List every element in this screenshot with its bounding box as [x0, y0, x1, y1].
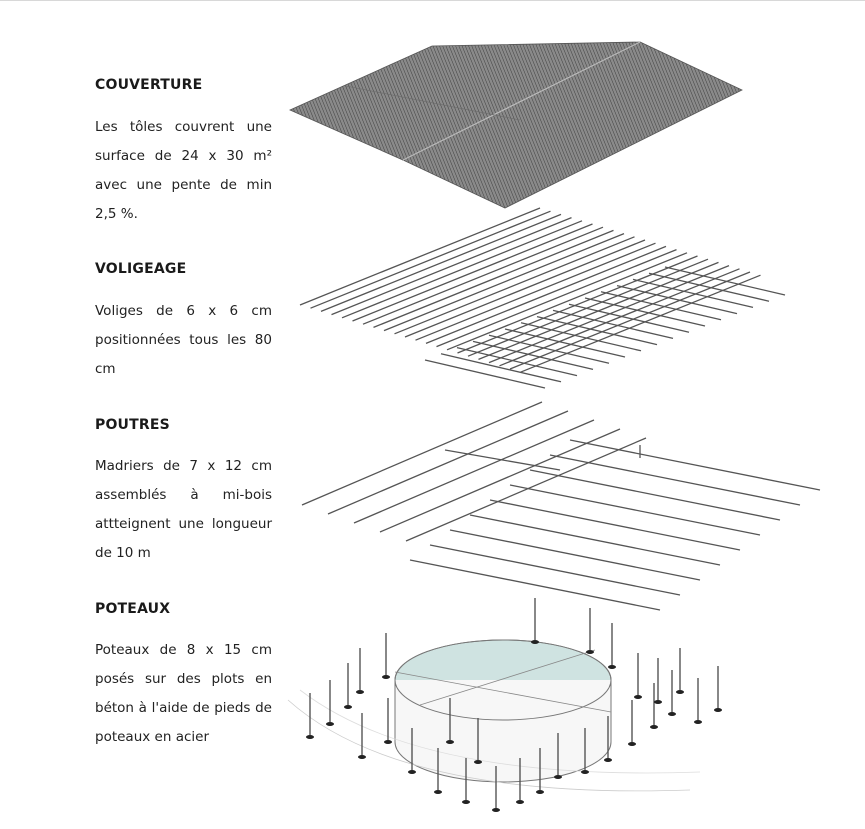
beam: [550, 455, 800, 505]
batten: [500, 269, 740, 366]
post-footing: [516, 800, 524, 804]
batten: [437, 250, 677, 347]
posts-base-icon: [288, 598, 722, 812]
section-title-couverture: COUVERTURE: [95, 77, 203, 93]
beam: [570, 440, 820, 490]
beam: [530, 470, 780, 520]
post-footing: [581, 770, 589, 774]
post-footing: [554, 775, 562, 779]
batten: [311, 211, 551, 308]
batten: [300, 208, 540, 305]
post-footing: [326, 722, 334, 726]
beam: [510, 485, 760, 535]
batten: [374, 230, 614, 327]
post-footing: [628, 742, 636, 746]
post-footing: [604, 758, 612, 762]
batten: [342, 221, 582, 318]
post-footing: [668, 712, 676, 716]
post-footing: [356, 690, 364, 694]
post-footing: [676, 690, 684, 694]
batten: [447, 253, 687, 350]
batten: [395, 237, 635, 334]
beam: [430, 545, 680, 595]
beam: [490, 500, 740, 550]
post-footing: [462, 800, 470, 804]
beam: [470, 515, 720, 565]
batten: [353, 224, 593, 321]
battens-icon: [300, 208, 785, 388]
section-text-voligeage: Voliges de 6 x 6 cm positionnées tous les 80 cm: [95, 303, 272, 377]
batten: [321, 214, 561, 311]
post-footing: [344, 705, 352, 709]
post-footing: [650, 725, 658, 729]
batten: [384, 234, 624, 331]
post-footing: [382, 675, 390, 679]
section-title-poteaux: POTEAUX: [95, 601, 171, 617]
beam: [328, 411, 568, 514]
post-footing: [608, 665, 616, 669]
batten: [458, 256, 698, 353]
post-footing: [536, 790, 544, 794]
section-text-couverture: Les tôles couvrent une surface de 24 x 30 m² avec une pente de min 2,5 %.: [95, 119, 272, 222]
batten: [510, 272, 750, 369]
post-footing: [358, 755, 366, 759]
post-footing: [384, 740, 392, 744]
post-footing: [492, 808, 500, 812]
post-footing: [474, 760, 482, 764]
post-footing: [408, 770, 416, 774]
post-footing: [586, 650, 594, 654]
beam: [450, 530, 700, 580]
post-footing: [434, 790, 442, 794]
section-text-poutres: Madriers de 7 x 12 cm assemblés à mi-bois attteignent une longueur de 10 m: [95, 458, 272, 561]
post-footing: [446, 740, 454, 744]
section-title-voligeage: VOLIGEAGE: [95, 261, 187, 277]
section-title-poutres: POUTRES: [95, 417, 170, 433]
batten: [405, 240, 645, 337]
post-footing: [306, 735, 314, 739]
roof-sheets-icon: [290, 42, 742, 208]
post-footing: [714, 708, 722, 712]
beam: [354, 420, 594, 523]
section-text-poteaux: Poteaux de 8 x 15 cm posés sur des plots en béton à l'aide de pieds de poteaux en acier: [95, 642, 272, 745]
batten: [521, 275, 761, 372]
post-footing: [531, 640, 539, 644]
beam: [445, 450, 560, 470]
beam: [302, 402, 542, 505]
batten: [363, 227, 603, 324]
batten: [332, 218, 572, 315]
post-footing: [634, 695, 642, 699]
beams-icon: [302, 402, 820, 610]
post-footing: [694, 720, 702, 724]
post-footing: [654, 700, 662, 704]
